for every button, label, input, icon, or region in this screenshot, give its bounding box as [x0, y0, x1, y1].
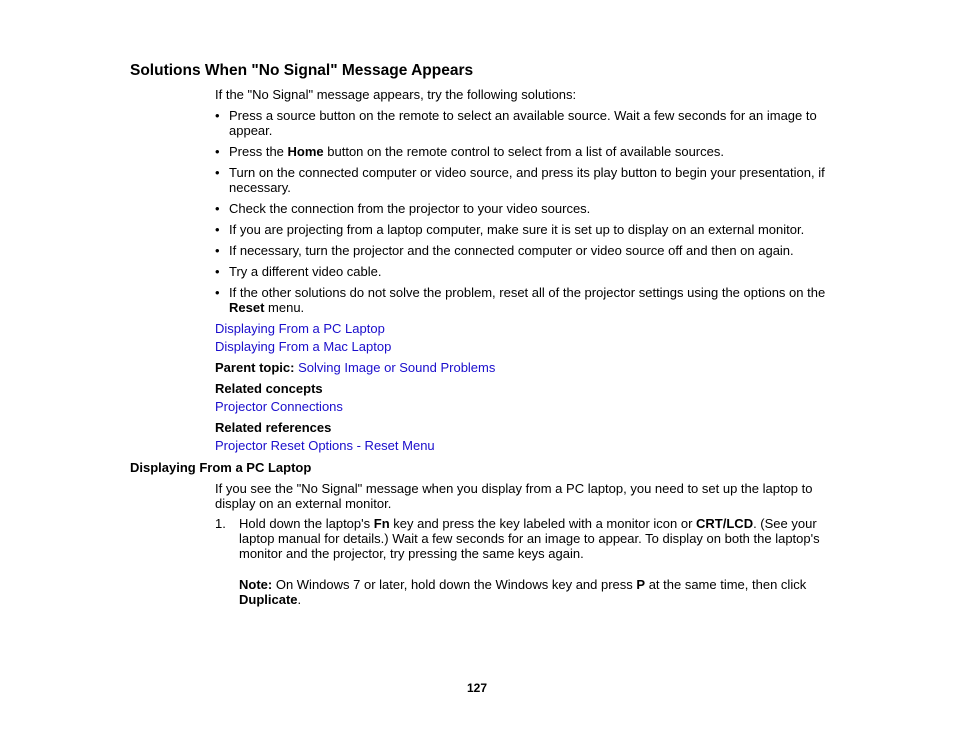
related-concepts-label: Related concepts [215, 381, 323, 396]
page-title: Solutions When "No Signal" Message Appears [130, 62, 474, 79]
note: Note: On Windows 7 or later, hold down the Windows key and press P at the same time, then click Duplicate. [239, 577, 807, 607]
bullet-marker: • [215, 201, 220, 216]
bullet-marker: • [215, 264, 220, 279]
bullet-text: If you are projecting from a laptop computer, make sure it is set up to display on an external monitor. [229, 222, 805, 237]
bullet-marker: • [215, 285, 220, 300]
page-number: 127 [466, 681, 488, 695]
bullet-marker: • [215, 108, 220, 123]
bullet-text: Press a source button on the remote to select an available source. Wait a few seconds for an image to appear. [229, 108, 817, 138]
bullet-text: If necessary, turn the projector and the connected computer or video source off and then on again. [229, 243, 794, 258]
note-label: Note: [239, 577, 273, 592]
parent-topic [215, 360, 495, 375]
step-number: 1. [215, 516, 226, 531]
link-pc-laptop[interactable]: Displaying From a PC Laptop [215, 321, 385, 336]
parent-topic-link[interactable]: Solving Image or Sound Problems [298, 360, 496, 375]
intro-text: If the "No Signal" message appears, try the following solutions: [215, 87, 577, 102]
related-references-link[interactable]: Projector Reset Options - Reset Menu [215, 438, 435, 453]
bullet-marker: • [215, 165, 220, 180]
bullet-marker: • [215, 144, 220, 159]
section-heading: Displaying From a PC Laptop [130, 460, 312, 475]
related-concepts-link[interactable]: Projector Connections [215, 399, 343, 414]
related-references-label: Related references [215, 420, 332, 435]
parent-topic-label: Parent topic: [215, 360, 295, 375]
link-mac-laptop[interactable]: Displaying From a Mac Laptop [215, 339, 392, 354]
bullet-text: If the other solutions do not solve the problem, reset all of the projector settings using the options on the Reset menu. [229, 285, 826, 315]
bullet-text: Check the connection from the projector to your video sources. [229, 201, 591, 216]
section-intro: If you see the "No Signal" message when you display from a PC laptop, you need to set up the laptop to display on an external monitor. [215, 481, 813, 511]
step-text: Hold down the laptop's Fn key and press the key labeled with a monitor icon or CRT/LCD. (See your laptop manual for details.) Wait a few seconds for an image to appear. To display on both the laptop's monitor and the projector, try pressing the same keys again. [239, 516, 820, 561]
bullet-marker: • [215, 222, 220, 237]
bullet-text: Turn on the connected computer or video source, and press its play button to begin your presentation, if necessary. [229, 165, 825, 195]
bullet-text: Press the Home button on the remote control to select from a list of available sources. [229, 144, 724, 159]
bullet-marker: • [215, 243, 220, 258]
bullet-text: Try a different video cable. [229, 264, 382, 279]
